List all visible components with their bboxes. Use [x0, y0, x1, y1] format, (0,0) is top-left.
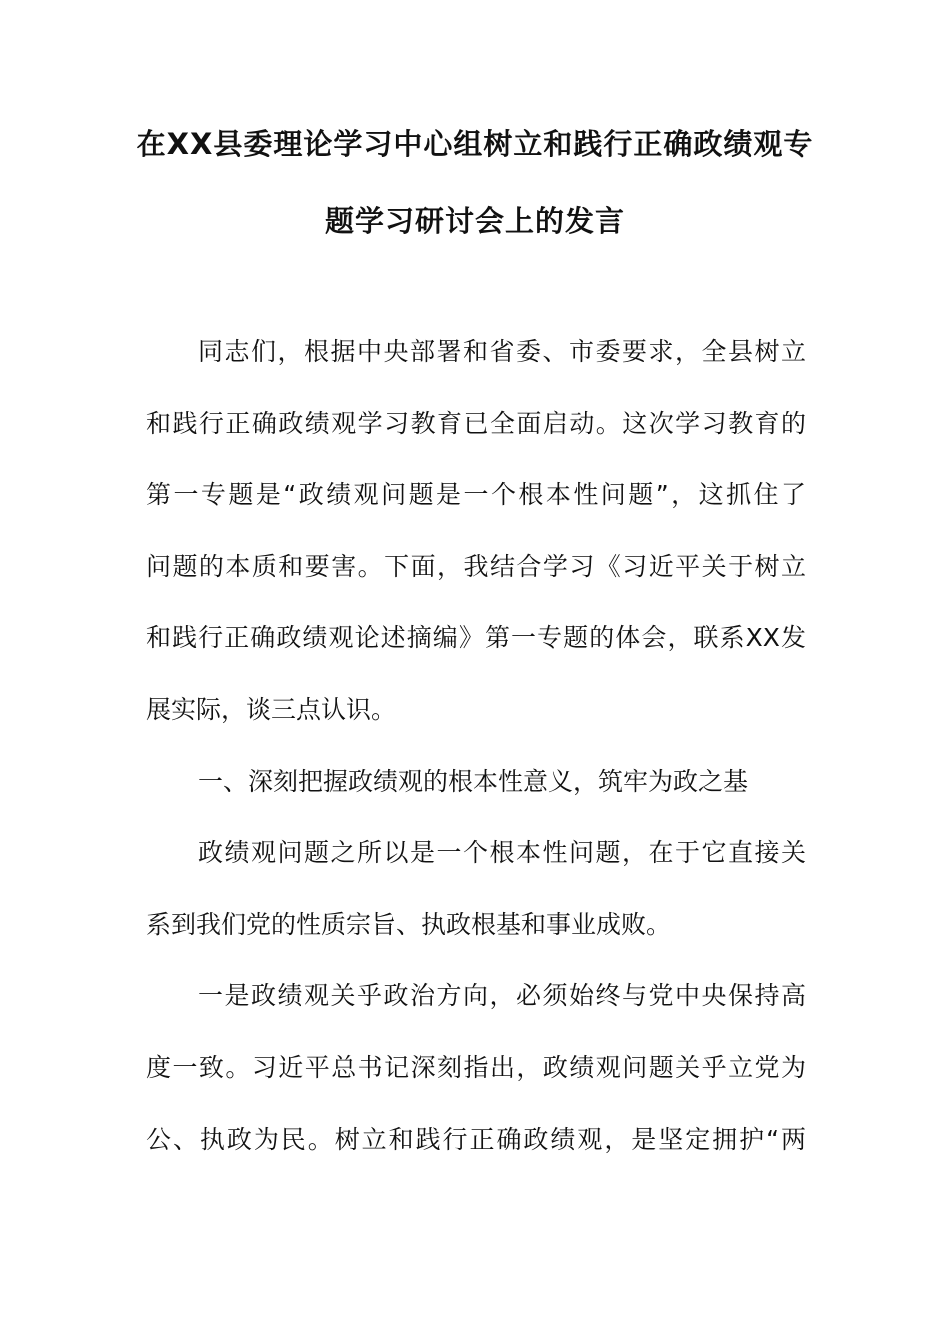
paragraph-line: 和践行正确政绩观学习教育已全面启动。这次学习教育的 — [146, 408, 806, 438]
document-title-line-2: 题学习研讨会上的发言 — [324, 204, 625, 238]
paragraph-line: 问题的本质和要害。下面，我结合学习《习近平关于树立 — [146, 551, 806, 581]
paragraph-line: 系到我们党的性质宗旨、执政根基和事业成败。 — [146, 909, 672, 939]
paragraph-line: 一是政绩观关乎政治方向，必须始终与党中央保持高 — [198, 981, 806, 1011]
paragraph-line: 政绩观问题之所以是一个根本性问题，在于它直接关 — [198, 838, 806, 868]
paragraph-line: 同志们，根据中央部署和省委、市委要求，全县树立 — [198, 337, 806, 366]
document-title-line-1: 在XX县委理论学习中心组树立和践行正确政绩观专 — [136, 127, 814, 161]
paragraph-line: 公、执政为民。树立和践行正确政绩观，是坚定拥护“两 — [146, 1124, 806, 1154]
paragraph-line: 度一致。习近平总书记深刻指出，政绩观问题关乎立党为 — [146, 1052, 806, 1082]
paragraph-line: 展实际，谈三点认识。 — [146, 694, 397, 724]
paragraph-line: 和践行正确政绩观论述摘编》第一专题的体会，联系XX发 — [146, 623, 806, 653]
section-heading: 一、深刻把握政绩观的根本性意义，筑牢为政之基 — [198, 766, 749, 796]
document-body — [146, 316, 806, 1175]
paragraph-line: 第一专题是“政绩观问题是一个根本性问题”，这抓住了 — [146, 480, 806, 510]
